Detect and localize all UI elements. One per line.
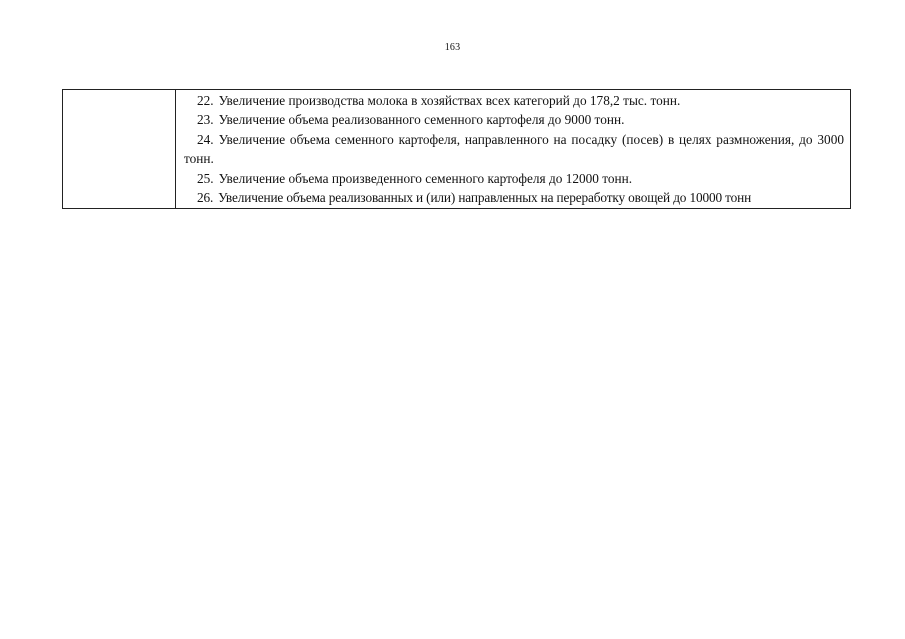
list-item-23 (184, 110, 844, 129)
item-text: Увеличение объема реализованных и (или) направленных на переработку овощей до 10000 тонн (218, 190, 752, 206)
item-text: Увеличение объема произведенного семенного картофеля до 12000 тонн. (218, 170, 633, 186)
item-number: 26. (197, 190, 214, 206)
table-left-cell (63, 90, 176, 209)
table-right-cell (176, 90, 851, 209)
item-number: 23. (197, 112, 214, 128)
list-item-24 (184, 130, 844, 169)
list-item-25 (184, 169, 844, 188)
indicators-table (62, 89, 851, 209)
item-text: Увеличение производства молока в хозяйствах всех категорий до 178,2 тыс. тонн. (218, 93, 681, 108)
item-text: Увеличение объема реализованного семенного картофеля до 9000 тонн. (218, 112, 625, 128)
list-item-22 (184, 91, 844, 110)
item-number: 24. (197, 131, 214, 147)
list-item-26 (184, 188, 844, 207)
item-number: 22. (197, 93, 214, 108)
table-row (63, 90, 851, 209)
item-text: Увеличение объема семенного картофеля, направленного на посадку (посев) в целях размножения, до 3000 тонн. (184, 131, 844, 167)
page-number: 163 (444, 42, 461, 53)
item-number: 25. (197, 170, 214, 186)
